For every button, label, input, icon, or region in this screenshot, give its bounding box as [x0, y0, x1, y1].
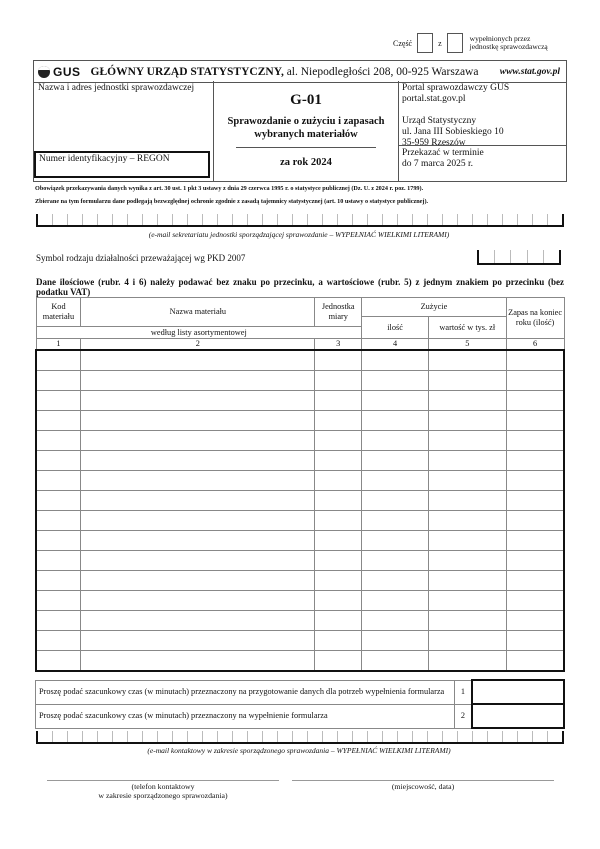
- char-cell[interactable]: [233, 214, 248, 225]
- usage-value-cell[interactable]: [428, 411, 506, 431]
- char-cell[interactable]: [128, 731, 143, 742]
- char-cell[interactable]: [278, 731, 293, 742]
- char-cell[interactable]: [218, 731, 233, 742]
- char-cell[interactable]: [68, 731, 83, 742]
- instructions: Dane ilościowe (rubr. 4 i 6) należy podawać bez znaku po przecinku, a wartościowe (rubr. 5) z jednym znakiem po przecinku (bez podatku VAT): [36, 277, 564, 297]
- char-cell[interactable]: [338, 731, 353, 742]
- material-code-cell[interactable]: [36, 350, 81, 371]
- char-cell[interactable]: [383, 214, 398, 225]
- column-number: 4: [362, 339, 429, 351]
- material-name-cell[interactable]: [81, 371, 315, 391]
- form-code: G-01: [290, 92, 322, 108]
- usage-value-cell[interactable]: [428, 471, 506, 491]
- part-number-field[interactable]: [417, 33, 433, 53]
- unit-cell[interactable]: [315, 471, 362, 491]
- part-label: Część: [393, 38, 413, 48]
- char-cell[interactable]: [458, 731, 473, 742]
- char-cell[interactable]: [143, 214, 158, 225]
- material-name-cell[interactable]: [81, 551, 315, 571]
- stock-cell[interactable]: [506, 551, 564, 571]
- char-cell[interactable]: [128, 214, 143, 225]
- char-cell[interactable]: [353, 214, 368, 225]
- submission-info: [399, 81, 566, 181]
- char-cell[interactable]: [248, 731, 263, 742]
- unit-cell[interactable]: [315, 591, 362, 611]
- char-cell[interactable]: [353, 731, 368, 742]
- char-cell[interactable]: [548, 214, 562, 225]
- table-row: [36, 451, 564, 471]
- unit-cell[interactable]: [315, 491, 362, 511]
- material-code-cell[interactable]: [36, 511, 81, 531]
- char-cell[interactable]: [511, 250, 527, 263]
- unit-cell[interactable]: [315, 651, 362, 672]
- header-code: Kod materiału: [36, 298, 81, 327]
- part-indicator: [393, 33, 555, 53]
- usage-value-cell[interactable]: [428, 651, 506, 672]
- char-cell[interactable]: [413, 731, 428, 742]
- time-questions-table: [35, 679, 565, 729]
- usage-value-cell[interactable]: [428, 551, 506, 571]
- stock-cell[interactable]: [506, 531, 564, 551]
- char-cell[interactable]: [518, 731, 533, 742]
- column-number: 2: [81, 339, 315, 351]
- email-contact-field[interactable]: [36, 731, 564, 744]
- unit-cell[interactable]: [315, 411, 362, 431]
- unit-cell[interactable]: [315, 371, 362, 391]
- char-cell[interactable]: [98, 731, 113, 742]
- usage-qty-cell[interactable]: [362, 350, 429, 371]
- usage-qty-cell[interactable]: [362, 371, 429, 391]
- time-question-row: [36, 704, 565, 728]
- table-row: [36, 611, 564, 631]
- unit-name-field[interactable]: [34, 81, 214, 181]
- usage-value-cell[interactable]: [428, 591, 506, 611]
- material-code-cell[interactable]: [36, 371, 81, 391]
- char-cell[interactable]: [503, 214, 518, 225]
- phone-line[interactable]: [47, 780, 279, 781]
- material-code-cell[interactable]: [36, 471, 81, 491]
- header-stock: Zapas na koniec roku (ilość): [506, 298, 564, 339]
- char-cell[interactable]: [38, 214, 53, 225]
- stock-cell[interactable]: [506, 411, 564, 431]
- usage-value-cell[interactable]: [428, 571, 506, 591]
- char-cell[interactable]: [488, 214, 503, 225]
- column-number: 3: [315, 339, 362, 351]
- deadline-line-1: Przekazać w terminie: [402, 148, 484, 158]
- table-row: [36, 591, 564, 611]
- char-cell[interactable]: [188, 214, 203, 225]
- unit-cell[interactable]: [315, 611, 362, 631]
- unit-cell[interactable]: [315, 391, 362, 411]
- material-name-cell[interactable]: [81, 431, 315, 451]
- char-cell[interactable]: [158, 731, 173, 742]
- char-cell[interactable]: [173, 731, 188, 742]
- char-cell[interactable]: [308, 731, 323, 742]
- material-code-cell[interactable]: [36, 391, 81, 411]
- table-row: [36, 471, 564, 491]
- table-row: [36, 531, 564, 551]
- time-question-number: 1: [455, 680, 473, 704]
- material-name-cell[interactable]: [81, 350, 315, 371]
- org-address: al. Niepodległości 208, 00-925 Warszawa: [283, 65, 479, 78]
- material-name-cell[interactable]: [81, 411, 315, 431]
- char-cell[interactable]: [263, 731, 278, 742]
- char-cell[interactable]: [488, 731, 503, 742]
- char-cell[interactable]: [188, 731, 203, 742]
- material-code-cell[interactable]: [36, 491, 81, 511]
- phone-caption: [47, 782, 279, 800]
- material-name-cell[interactable]: [81, 611, 315, 631]
- materials-table: [35, 297, 565, 672]
- char-cell[interactable]: [98, 214, 113, 225]
- char-cell[interactable]: [479, 250, 495, 263]
- usage-value-cell[interactable]: [428, 350, 506, 371]
- material-name-cell[interactable]: [81, 491, 315, 511]
- title-divider: [236, 147, 376, 148]
- unit-name-label: Nazwa i adres jednostki sprawozdawczej: [38, 83, 195, 93]
- unit-cell[interactable]: [315, 350, 362, 371]
- phone-caption-line-2: w zakresie sporządzonego sprawozdania): [98, 791, 228, 800]
- usage-qty-cell[interactable]: [362, 531, 429, 551]
- unit-cell[interactable]: [315, 511, 362, 531]
- char-cell[interactable]: [203, 731, 218, 742]
- char-cell[interactable]: [413, 214, 428, 225]
- column-number: 5: [428, 339, 506, 351]
- char-cell[interactable]: [518, 214, 533, 225]
- char-cell[interactable]: [278, 214, 293, 225]
- char-cell[interactable]: [428, 214, 443, 225]
- char-cell[interactable]: [308, 214, 323, 225]
- office-street: ul. Jana III Sobieskiego 10: [402, 127, 504, 137]
- pkd-label: Symbol rodzaju działalności przeważającej wg PKD 2007: [36, 253, 246, 263]
- usage-value-cell[interactable]: [428, 391, 506, 411]
- table-row: [36, 431, 564, 451]
- organization: [91, 66, 479, 78]
- material-code-cell[interactable]: [36, 651, 81, 672]
- email-secretariat-caption: (e-mail sekretariatu jednostki sporządzającej sprawozdanie – WYPEŁNIAĆ WIELKIMI LITERAMI): [148, 230, 450, 239]
- unit-cell[interactable]: [315, 631, 362, 651]
- table-row: [36, 391, 564, 411]
- material-name-cell[interactable]: [81, 651, 315, 672]
- char-cell[interactable]: [203, 214, 218, 225]
- usage-value-cell[interactable]: [428, 611, 506, 631]
- pkd-field[interactable]: [477, 250, 561, 265]
- header-usage: Zużycie: [362, 298, 506, 317]
- stock-cell[interactable]: [506, 371, 564, 391]
- char-cell[interactable]: [53, 731, 68, 742]
- stock-cell[interactable]: [506, 491, 564, 511]
- part-total-field[interactable]: [447, 33, 463, 53]
- header-subheader: według listy asortymentowej: [36, 327, 362, 339]
- table-row: [36, 491, 564, 511]
- time-question-number: 2: [455, 704, 473, 728]
- usage-qty-cell[interactable]: [362, 431, 429, 451]
- char-cell[interactable]: [495, 250, 511, 263]
- header-unit: Jednostka miary: [315, 298, 362, 327]
- char-cell[interactable]: [263, 214, 278, 225]
- char-cell[interactable]: [503, 731, 518, 742]
- material-name-cell[interactable]: [81, 471, 315, 491]
- usage-qty-cell[interactable]: [362, 651, 429, 672]
- portal-url[interactable]: portal.stat.gov.pl: [402, 94, 466, 104]
- char-cell[interactable]: [113, 214, 128, 225]
- usage-qty-cell[interactable]: [362, 571, 429, 591]
- form-info-block: [33, 81, 567, 182]
- header-usage-qty: ilość: [362, 317, 429, 339]
- office-city: 35-959 Rzeszów: [402, 138, 466, 148]
- char-cell[interactable]: [83, 214, 98, 225]
- stock-cell[interactable]: [506, 631, 564, 651]
- char-cell[interactable]: [428, 731, 443, 742]
- char-cell[interactable]: [233, 731, 248, 742]
- form-title-block: [214, 81, 399, 181]
- material-name-cell[interactable]: [81, 531, 315, 551]
- stock-cell[interactable]: [506, 511, 564, 531]
- table-row: [36, 511, 564, 531]
- email-contact-caption: (e-mail kontaktowy w zakresie sporządzonego sprawozdania – WYPEŁNIAĆ WIELKIMI LITERAMI): [147, 746, 451, 755]
- char-cell[interactable]: [323, 214, 338, 225]
- usage-qty-cell[interactable]: [362, 391, 429, 411]
- usage-value-cell[interactable]: [428, 371, 506, 391]
- material-code-cell[interactable]: [36, 571, 81, 591]
- part-of-label: z: [438, 38, 442, 48]
- char-cell[interactable]: [293, 731, 308, 742]
- char-cell[interactable]: [83, 731, 98, 742]
- char-cell[interactable]: [533, 214, 548, 225]
- material-name-cell[interactable]: [81, 391, 315, 411]
- char-cell[interactable]: [548, 731, 562, 742]
- logo-text: GUS: [53, 64, 81, 79]
- usage-qty-cell[interactable]: [362, 491, 429, 511]
- stock-cell[interactable]: [506, 471, 564, 491]
- table-row: [36, 551, 564, 571]
- char-cell[interactable]: [158, 214, 173, 225]
- time-question-text: Proszę podać szacunkowy czas (w minutach) przeznaczony na przygotowanie danych dla potrzeb wypełnienia formularza: [36, 680, 455, 704]
- char-cell[interactable]: [53, 214, 68, 225]
- usage-qty-cell[interactable]: [362, 451, 429, 471]
- column-number: 1: [36, 339, 81, 351]
- table-row: [36, 371, 564, 391]
- stock-cell[interactable]: [506, 391, 564, 411]
- material-name-cell[interactable]: [81, 451, 315, 471]
- unit-cell[interactable]: [315, 571, 362, 591]
- stock-cell[interactable]: [506, 611, 564, 631]
- char-cell[interactable]: [68, 214, 83, 225]
- char-cell[interactable]: [528, 250, 544, 263]
- char-cell[interactable]: [473, 731, 488, 742]
- material-code-cell[interactable]: [36, 451, 81, 471]
- char-cell[interactable]: [338, 214, 353, 225]
- material-code-cell[interactable]: [36, 631, 81, 651]
- table-row: [36, 631, 564, 651]
- usage-qty-cell[interactable]: [362, 551, 429, 571]
- usage-qty-cell[interactable]: [362, 631, 429, 651]
- org-name: GŁÓWNY URZĄD STATYSTYCZNY,: [90, 65, 284, 78]
- part-note: wypełnionych przez jednostkę sprawozdawczą: [469, 34, 548, 51]
- char-cell[interactable]: [383, 731, 398, 742]
- unit-cell[interactable]: [315, 451, 362, 471]
- char-cell[interactable]: [293, 214, 308, 225]
- website: www.stat.gov.pl: [499, 66, 560, 77]
- usage-value-cell[interactable]: [428, 511, 506, 531]
- char-cell[interactable]: [544, 250, 559, 263]
- char-cell[interactable]: [143, 731, 158, 742]
- char-cell[interactable]: [398, 214, 413, 225]
- table-row: [36, 411, 564, 431]
- form-title: Sprawozdanie o zużyciu i zapasach wybranych materiałów: [227, 116, 385, 140]
- phone-caption-line-1: (telefon kontaktowy: [131, 782, 195, 791]
- char-cell[interactable]: [443, 214, 458, 225]
- unit-cell[interactable]: [315, 431, 362, 451]
- regon-label: Numer identyfikacyjny – REGON: [39, 154, 170, 164]
- portal-name: Portal sprawozdawczy GUS: [402, 83, 510, 93]
- char-cell[interactable]: [323, 731, 338, 742]
- stock-cell[interactable]: [506, 651, 564, 672]
- stock-cell[interactable]: [506, 591, 564, 611]
- place-date-caption: (miejscowość, data): [391, 782, 455, 791]
- office-name: Urząd Statystyczny: [402, 116, 477, 126]
- stock-cell[interactable]: [506, 571, 564, 591]
- usage-qty-cell[interactable]: [362, 611, 429, 631]
- char-cell[interactable]: [533, 731, 548, 742]
- char-cell[interactable]: [398, 731, 413, 742]
- time-fill-input[interactable]: [472, 704, 564, 728]
- material-code-cell[interactable]: [36, 431, 81, 451]
- time-question-row: [36, 680, 565, 704]
- char-cell[interactable]: [218, 214, 233, 225]
- usage-qty-cell[interactable]: [362, 411, 429, 431]
- place-date-line[interactable]: [292, 780, 554, 781]
- char-cell[interactable]: [173, 214, 188, 225]
- email-secretariat-field[interactable]: [36, 214, 564, 227]
- usage-value-cell[interactable]: [428, 451, 506, 471]
- usage-value-cell[interactable]: [428, 631, 506, 651]
- unit-cell[interactable]: [315, 551, 362, 571]
- header-name: Nazwa materiału: [81, 298, 315, 327]
- form-year: za rok 2024: [280, 157, 332, 168]
- unit-cell[interactable]: [315, 531, 362, 551]
- stock-cell[interactable]: [506, 451, 564, 471]
- table-row: [36, 350, 564, 371]
- stock-cell[interactable]: [506, 431, 564, 451]
- stock-cell[interactable]: [506, 350, 564, 371]
- time-question-text: Proszę podać szacunkowy czas (w minutach) przeznaczony na wypełnienie formularza: [36, 704, 455, 728]
- char-cell[interactable]: [248, 214, 263, 225]
- material-name-cell[interactable]: [81, 631, 315, 651]
- table-row: [36, 651, 564, 672]
- deadline-line-2: do 7 marca 2025 r.: [402, 159, 473, 169]
- material-name-cell[interactable]: [81, 511, 315, 531]
- column-numbers-row: [36, 339, 564, 351]
- material-code-cell[interactable]: [36, 551, 81, 571]
- table-row: [36, 571, 564, 591]
- usage-value-cell[interactable]: [428, 531, 506, 551]
- material-code-cell[interactable]: [36, 531, 81, 551]
- header-usage-value: wartość w tys. zł: [428, 317, 506, 339]
- char-cell[interactable]: [473, 214, 488, 225]
- legal-obligation: Obowiązek przekazywania danych wynika z art. 30 ust. 1 pkt 3 ustawy z dnia 29 czerwca 1995 r. o statystyce publicznej (Dz. U. z 2024 r. poz. 1799).: [35, 185, 424, 192]
- usage-value-cell[interactable]: [428, 431, 506, 451]
- material-code-cell[interactable]: [36, 411, 81, 431]
- usage-qty-cell[interactable]: [362, 591, 429, 611]
- column-number: 6: [506, 339, 564, 351]
- char-cell[interactable]: [38, 731, 53, 742]
- time-prep-input[interactable]: [472, 680, 564, 704]
- char-cell[interactable]: [113, 731, 128, 742]
- material-name-cell[interactable]: [81, 571, 315, 591]
- regon-field[interactable]: [34, 151, 210, 178]
- usage-qty-cell[interactable]: [362, 471, 429, 491]
- material-code-cell[interactable]: [36, 611, 81, 631]
- gus-logo: [38, 65, 81, 79]
- char-cell[interactable]: [368, 731, 383, 742]
- char-cell[interactable]: [368, 214, 383, 225]
- char-cell[interactable]: [443, 731, 458, 742]
- material-code-cell[interactable]: [36, 591, 81, 611]
- usage-value-cell[interactable]: [428, 491, 506, 511]
- gus-logo-icon: [38, 66, 50, 78]
- material-name-cell[interactable]: [81, 591, 315, 611]
- header-bar: [33, 60, 567, 83]
- legal-confidentiality: Zbierane na tym formularzu dane podlegają bezwzględnej ochronie zgodnie z zasadą tajemnicy statystycznej (art. 10 ustawy o statystyce publicznej).: [35, 198, 429, 205]
- char-cell[interactable]: [458, 214, 473, 225]
- usage-qty-cell[interactable]: [362, 511, 429, 531]
